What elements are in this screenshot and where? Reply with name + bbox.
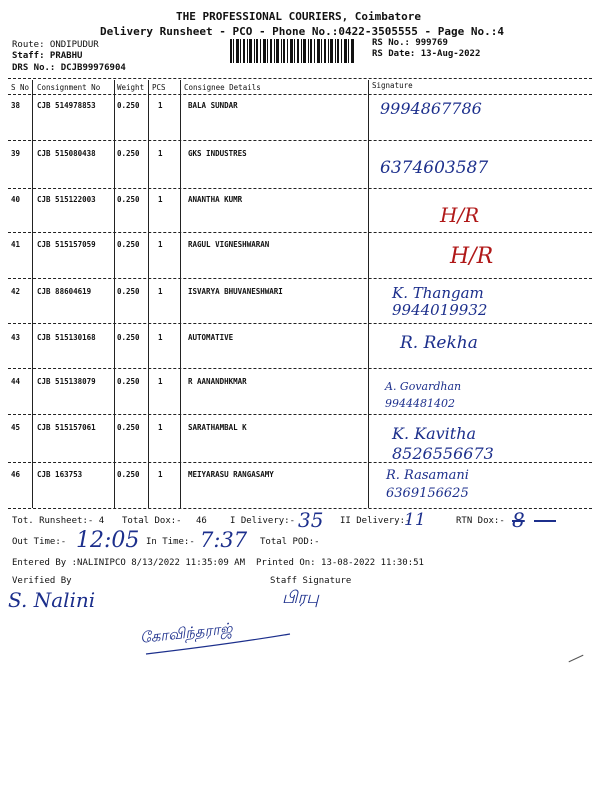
- row-signature: R. Rekha: [400, 333, 478, 353]
- col-consignment: Consignment No: [37, 83, 101, 92]
- row-pcs: 1: [158, 423, 163, 432]
- row-sno: 44: [11, 377, 21, 386]
- row-signature: H/R: [450, 244, 494, 269]
- rs-date: RS Date: 13-Aug-2022: [372, 49, 481, 59]
- drs-number: DRS No.: DCJB99976904: [12, 63, 126, 73]
- in-time-label: In Time:-: [146, 537, 195, 547]
- route: Route: ONDIPUDUR: [12, 40, 99, 50]
- row-sno: 38: [11, 101, 21, 110]
- row-pcs: 1: [158, 470, 163, 479]
- row-consignee: BALA SUNDAR: [188, 101, 238, 110]
- rtn-dox-value: 8: [512, 508, 525, 532]
- row-weight: 0.250: [117, 101, 140, 110]
- bottom-handwriting-strokes: [140, 628, 300, 660]
- staff: Staff: PRABHU: [12, 51, 83, 61]
- row-signature: H/R: [440, 203, 480, 227]
- row-pcs: 1: [158, 195, 163, 204]
- row-consignee: SARATHAMBAL K: [188, 423, 247, 432]
- col-line: [32, 80, 33, 508]
- row-signature: A. Govardhan 9944481402: [385, 380, 462, 410]
- ii-delivery-value: 11: [404, 510, 426, 530]
- row-pcs: 1: [158, 333, 163, 342]
- row-consignee: AUTOMATIVE: [188, 333, 234, 342]
- row-signature: K. Thangam 9944019932: [392, 284, 488, 319]
- row-consignee: ISVARYA BHUVANESHWARI: [188, 287, 283, 296]
- row-consignee: ANANTHA KUMR: [188, 195, 243, 204]
- company-name: THE PROFESSIONAL COURIERS, Coimbatore: [176, 10, 422, 23]
- row-pcs: 1: [158, 287, 163, 296]
- row-weight: 0.250: [117, 377, 140, 386]
- row-weight: 0.250: [117, 333, 140, 342]
- stray-mark: [569, 655, 584, 663]
- row-pcs: 1: [158, 240, 163, 249]
- row-divider: [8, 140, 592, 141]
- col-pcs: PCS: [152, 83, 166, 92]
- row-consignee: GKS INDUSTRES: [188, 149, 247, 158]
- row-consignment: CJB 515122003: [37, 195, 96, 204]
- row-divider: [8, 368, 592, 369]
- row-divider: [8, 462, 592, 463]
- rs-number: RS No.: 999769: [372, 38, 448, 48]
- row-sno: 43: [11, 333, 21, 342]
- entered-by: Entered By :NALINIPCO 8/13/2022 11:35:09 AM: [12, 558, 245, 568]
- i-delivery-label: I Delivery:-: [230, 516, 296, 526]
- col-line: [148, 80, 149, 508]
- row-consignment: CJB 88604619: [37, 287, 92, 296]
- staff-signature: பிரபு: [282, 588, 319, 608]
- row-consignee: RAGUL VIGNESHWARAN: [188, 240, 270, 249]
- row-sno: 39: [11, 149, 21, 158]
- row-consignment: CJB 163753: [37, 470, 83, 479]
- row-consignment: CJB 515138079: [37, 377, 96, 386]
- total-dox-value: 46: [196, 516, 207, 526]
- rtn-dox-dash: [534, 520, 556, 522]
- rtn-dox-label: RTN Dox:-: [456, 516, 505, 526]
- col-weight: Weight: [117, 83, 145, 92]
- i-delivery-value: 35: [298, 508, 324, 532]
- row-pcs: 1: [158, 149, 163, 158]
- ii-delivery-label: II Delivery:-: [340, 516, 411, 526]
- row-consignment: CJB 514978853: [37, 101, 96, 110]
- row-consignee: R AANANDHKMAR: [188, 377, 247, 386]
- row-signature: K. Kavitha 8526556673: [392, 424, 494, 463]
- row-sno: 46: [11, 470, 21, 479]
- total-pod-label: Total POD:-: [260, 537, 320, 547]
- col-consignee: Consignee Details: [184, 83, 261, 92]
- header-divider-top: [8, 78, 592, 79]
- row-pcs: 1: [158, 377, 163, 386]
- out-time-value: 12:05: [76, 528, 140, 553]
- runsheet-title: Delivery Runsheet - PCO - Phone No.:0422-3505555 - Page No.:4: [100, 25, 504, 38]
- col-line: [180, 80, 181, 508]
- in-time-value: 7:37: [200, 528, 248, 552]
- row-divider: [8, 188, 592, 189]
- staff-signature-label: Staff Signature: [270, 576, 352, 586]
- out-time-label: Out Time:-: [12, 537, 67, 547]
- barcode: [230, 39, 354, 63]
- row-signature: 9994867786: [380, 99, 482, 118]
- printed-on: Printed On: 13-08-2022 11:30:51: [256, 558, 424, 568]
- row-weight: 0.250: [117, 470, 140, 479]
- col-signature: Signature: [372, 81, 413, 90]
- row-signature: 6374603587: [380, 158, 489, 178]
- col-sno: S No: [11, 83, 30, 92]
- row-weight: 0.250: [117, 149, 140, 158]
- col-line: [368, 80, 369, 508]
- row-consignee: MEIYARASU RANGASAMY: [188, 470, 274, 479]
- row-sno: 40: [11, 195, 21, 204]
- row-sno: 42: [11, 287, 21, 296]
- verified-by-label: Verified By: [12, 576, 72, 586]
- row-consignment: CJB 515157061: [37, 423, 96, 432]
- row-consignment: CJB 515157059: [37, 240, 96, 249]
- row-consignment: CJB 515130168: [37, 333, 96, 342]
- total-dox-label: Total Dox:-: [122, 516, 182, 526]
- row-weight: 0.250: [117, 195, 140, 204]
- header-divider-bottom: [8, 94, 592, 95]
- row-divider: [8, 414, 592, 415]
- verifier-signature: S. Nalini: [8, 588, 96, 612]
- row-divider: [8, 278, 592, 279]
- row-weight: 0.250: [117, 423, 140, 432]
- row-divider: [8, 232, 592, 233]
- row-sno: 45: [11, 423, 21, 432]
- row-weight: 0.250: [117, 287, 140, 296]
- total-runsheet: Tot. Runsheet:- 4: [12, 516, 105, 526]
- col-line: [114, 80, 115, 508]
- row-consignment: CJB 515080438: [37, 149, 96, 158]
- row-sno: 41: [11, 240, 21, 249]
- row-pcs: 1: [158, 101, 163, 110]
- row-divider: [8, 323, 592, 324]
- bottom-handwritten-note: கோவிந்தராஜ்: [139, 619, 234, 647]
- row-signature: R. Rasamani 6369156625: [386, 468, 469, 501]
- row-weight: 0.250: [117, 240, 140, 249]
